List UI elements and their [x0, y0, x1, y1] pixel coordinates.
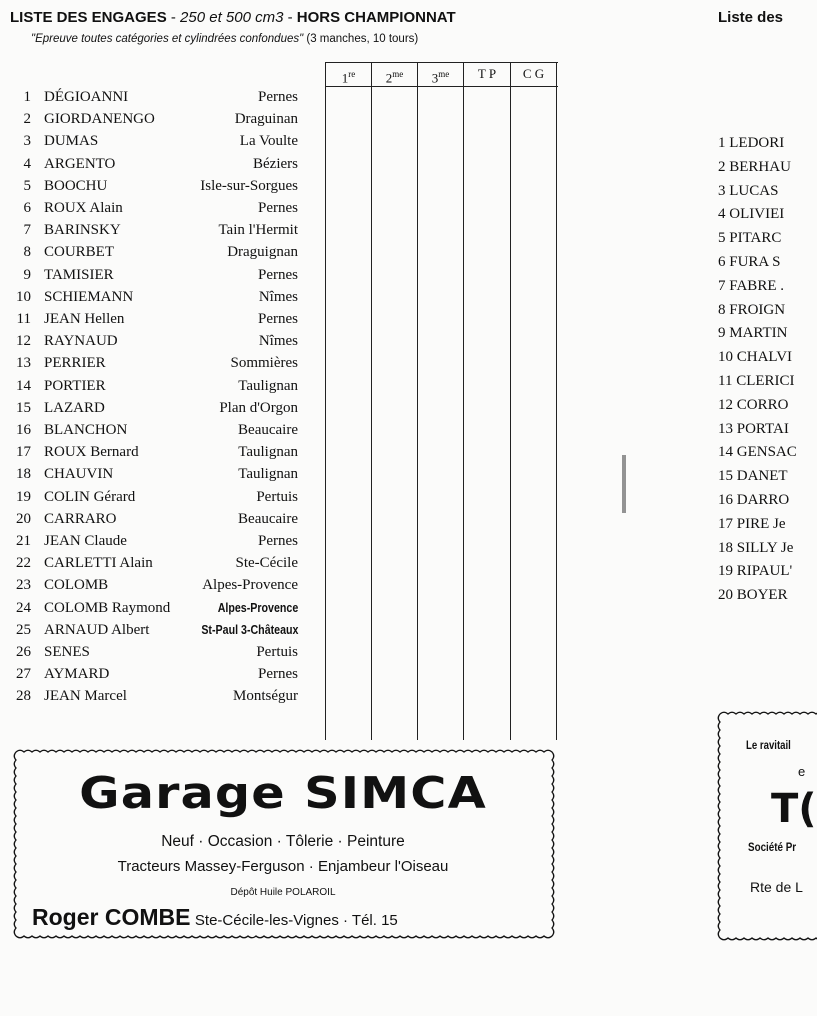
entry-city: Taulignan [238, 466, 298, 483]
entry-city: Pertuis [256, 488, 298, 505]
entry-row [0, 130, 298, 152]
entry-row [0, 86, 298, 108]
col-header-cg: C G [522, 66, 545, 81]
entry-name: ROUX Alain [44, 200, 123, 216]
entry-number: 5 [23, 177, 31, 194]
entry-name: JEAN Claude [44, 533, 127, 549]
entry-city: Montségur [233, 688, 298, 705]
entry-number: 1 [23, 89, 31, 105]
entry-name: SCHIEMANN [44, 288, 134, 305]
entry-row [0, 597, 298, 619]
entry-row [0, 352, 298, 374]
entry-name: ROUX Bernard [44, 444, 139, 461]
entry-number: 6 [23, 200, 31, 216]
entry-row [0, 153, 298, 175]
entry-number: 28 [16, 688, 31, 705]
entry-name: TAMISIER [44, 266, 114, 283]
garage-simca-ad [12, 746, 554, 946]
entry-city: Draguignan [227, 244, 298, 261]
entry-number: 17 [16, 444, 31, 461]
right-entry-row: 12 CORRO [718, 396, 789, 413]
entry-name: COURBET [44, 244, 115, 261]
right-entry-row: 3 LUCAS [718, 182, 779, 199]
right-entry-row: 8 FROIGN [718, 301, 786, 318]
entry-number: 10 [16, 288, 31, 305]
entry-city: Ste-Cécile [235, 555, 298, 572]
right-ad [716, 708, 816, 946]
entry-number: 13 [16, 355, 31, 372]
entry-name: AYMARD [44, 666, 110, 683]
entry-number: 23 [16, 577, 31, 594]
entry-row [0, 175, 298, 197]
entry-number: 3 [23, 133, 31, 150]
right-entry-row: 2 BERHAU [718, 158, 791, 175]
right-entry-row: 11 CLERICI [718, 373, 795, 389]
entry-number: 20 [16, 510, 31, 527]
right-entry-row: 19 RIPAUL' [718, 563, 793, 580]
entry-name: LAZARD [44, 399, 105, 416]
right-entry-row: 6 FURA S [718, 254, 781, 270]
entry-number: 21 [16, 533, 31, 549]
entry-row [0, 463, 298, 485]
ad-address: Ste-Cécile-les-Vignes · Tél. 15 [194, 912, 398, 929]
entry-city: Pertuis [256, 644, 298, 660]
right-entry-row: 13 PORTAI [718, 420, 789, 437]
entry-name: BLANCHON [44, 422, 128, 438]
entry-city: Draguinan [234, 111, 298, 128]
entry-city: Beaucaire [238, 422, 298, 438]
entry-city: Taulignan [238, 377, 298, 394]
entry-name: SENES [44, 644, 90, 660]
entry-city: Nîmes [258, 333, 298, 350]
right-ad-line2: e [798, 764, 806, 779]
entry-name: ARNAUD Albert [44, 621, 150, 638]
right-entry-row: 4 OLIVIEI [718, 206, 785, 223]
entry-number: 14 [16, 377, 31, 394]
right-entry-row: 16 DARRO [718, 492, 790, 508]
right-entry-row: 20 BOYER [718, 587, 788, 604]
entry-row [0, 641, 298, 663]
entry-name: COLOMB [44, 577, 109, 594]
entry-city: Beaucaire [238, 510, 298, 527]
right-entry-row: 15 DANET [718, 468, 788, 485]
right-entry-row: 7 FABRE . [718, 277, 784, 294]
entry-number: 8 [23, 244, 31, 261]
entry-number: 25 [16, 621, 31, 638]
col-header-3: $3^{me}$ [431, 69, 450, 86]
entry-row [0, 308, 298, 330]
ad-tractors: Tracteurs Massey-Ferguson · Enjambeur l'Oiseau [117, 858, 449, 875]
entry-row [0, 330, 298, 352]
col-header-2: $2^{me}$ [385, 69, 404, 86]
entry-city: Pernes [258, 89, 298, 105]
entry-city: Pernes [258, 311, 298, 327]
right-ad-line3: Société Pr [748, 840, 797, 854]
entry-name: DUMAS [44, 133, 99, 150]
right-entry-row: 10 CHALVI [718, 349, 793, 366]
entry-name: PORTIER [44, 377, 106, 394]
right-entry-row: 17 PIRE Je [718, 515, 786, 532]
right-entry-row: 9 MARTIN [718, 325, 788, 342]
entry-number: 22 [16, 555, 31, 572]
right-entry-row: 18 SILLY Je [718, 539, 794, 556]
results-grid [325, 62, 556, 740]
entry-row [0, 619, 298, 641]
entry-city: Pernes [258, 266, 298, 283]
entry-row [0, 375, 298, 397]
page-fold-mark [622, 455, 626, 513]
col-header-tp: T P [477, 66, 497, 81]
entry-number: 7 [23, 222, 31, 239]
entry-city: Nîmes [258, 288, 298, 305]
entry-number: 24 [16, 599, 31, 616]
entry-row [0, 508, 298, 530]
entry-number: 12 [16, 333, 31, 350]
entry-name: ARGENTO [44, 155, 116, 172]
entry-number: 27 [16, 666, 31, 683]
ad-owner-line [32, 904, 398, 931]
entry-row [0, 397, 298, 419]
ad-services: Neuf · Occasion · Tôlerie · Peinture [161, 833, 405, 850]
entry-city: Pernes [258, 200, 298, 216]
ad-owner: Roger COMBE [32, 904, 191, 930]
right-page-title: Liste des [718, 9, 784, 26]
entry-row [0, 441, 298, 463]
entry-row [0, 419, 298, 441]
right-ad-line1: Le ravitail [746, 738, 791, 752]
entry-city: Alpes-Provence [202, 577, 298, 594]
entry-name: PERRIER [44, 355, 106, 372]
entry-name: JEAN Hellen [44, 311, 125, 327]
entry-city: La Voulte [239, 133, 298, 150]
entry-name: COLOMB Raymond [44, 599, 171, 616]
entry-city: Alpes-Provence [217, 599, 298, 615]
entry-row [0, 197, 298, 219]
entry-city: Sommières [230, 355, 298, 372]
entry-name: CARLETTI Alain [44, 555, 153, 572]
entry-number: 15 [16, 399, 31, 416]
entry-row [0, 552, 298, 574]
entry-city: St-Paul 3-Châteaux [200, 621, 298, 637]
ad-title: Garage SIMCA [79, 768, 487, 819]
entry-row [0, 685, 298, 707]
entry-row [0, 219, 298, 241]
ad-oil: Dépôt Huile POLAROIL [230, 887, 336, 898]
entry-city: Pernes [258, 666, 298, 683]
entry-number: 18 [16, 466, 31, 483]
entry-city: Taulignan [238, 444, 298, 461]
entry-number: 11 [16, 311, 31, 327]
entry-number: 9 [23, 266, 31, 283]
entry-row [0, 574, 298, 596]
entry-city: Isle-sur-Sorgues [200, 177, 298, 194]
entry-name: CARRARO [44, 510, 117, 527]
right-entry-row: 1 LEDORI [718, 135, 785, 151]
entry-name: CHAUVIN [44, 466, 114, 483]
entry-city: Tain l'Hermit [218, 222, 298, 239]
entry-city: Pernes [258, 533, 298, 549]
entry-name: BARINSKY [44, 222, 121, 239]
entry-row [0, 241, 298, 263]
right-ad-big: T( [771, 786, 817, 832]
entry-city: Béziers [253, 155, 298, 172]
right-entry-row: 5 PITARC [718, 230, 782, 247]
entry-number: 2 [23, 111, 31, 128]
entry-name: BOOCHU [44, 177, 108, 194]
entry-row [0, 264, 298, 286]
col-header-1: 1re [341, 69, 356, 86]
entry-name: DÉGIOANNI [44, 89, 129, 105]
right-entry-row: 14 GENSAC [718, 444, 797, 461]
entry-row [0, 286, 298, 308]
entry-row [0, 663, 298, 685]
right-ad-line4: Rte de L [750, 879, 803, 895]
entry-name: GIORDANENGO [44, 111, 155, 128]
entry-name: COLIN Gérard [44, 488, 136, 505]
entry-number: 16 [16, 422, 31, 438]
entry-number: 4 [23, 155, 31, 172]
list-title: LISTE DES ENGAGES - 250 et 500 cm3 - HORS CHAMPIONNAT [10, 9, 456, 26]
entry-city: Plan d'Orgon [219, 399, 298, 416]
entry-number: 19 [16, 488, 31, 505]
list-subtitle: "Epreuve toutes catégories et cylindrées confondues" (3 manches, 10 tours) [31, 33, 419, 45]
entry-number: 26 [16, 644, 31, 660]
entry-row [0, 486, 298, 508]
entry-name: JEAN Marcel [44, 688, 127, 705]
entry-row [0, 530, 298, 552]
entry-row [0, 108, 298, 130]
entry-name: RAYNAUD [44, 333, 118, 350]
